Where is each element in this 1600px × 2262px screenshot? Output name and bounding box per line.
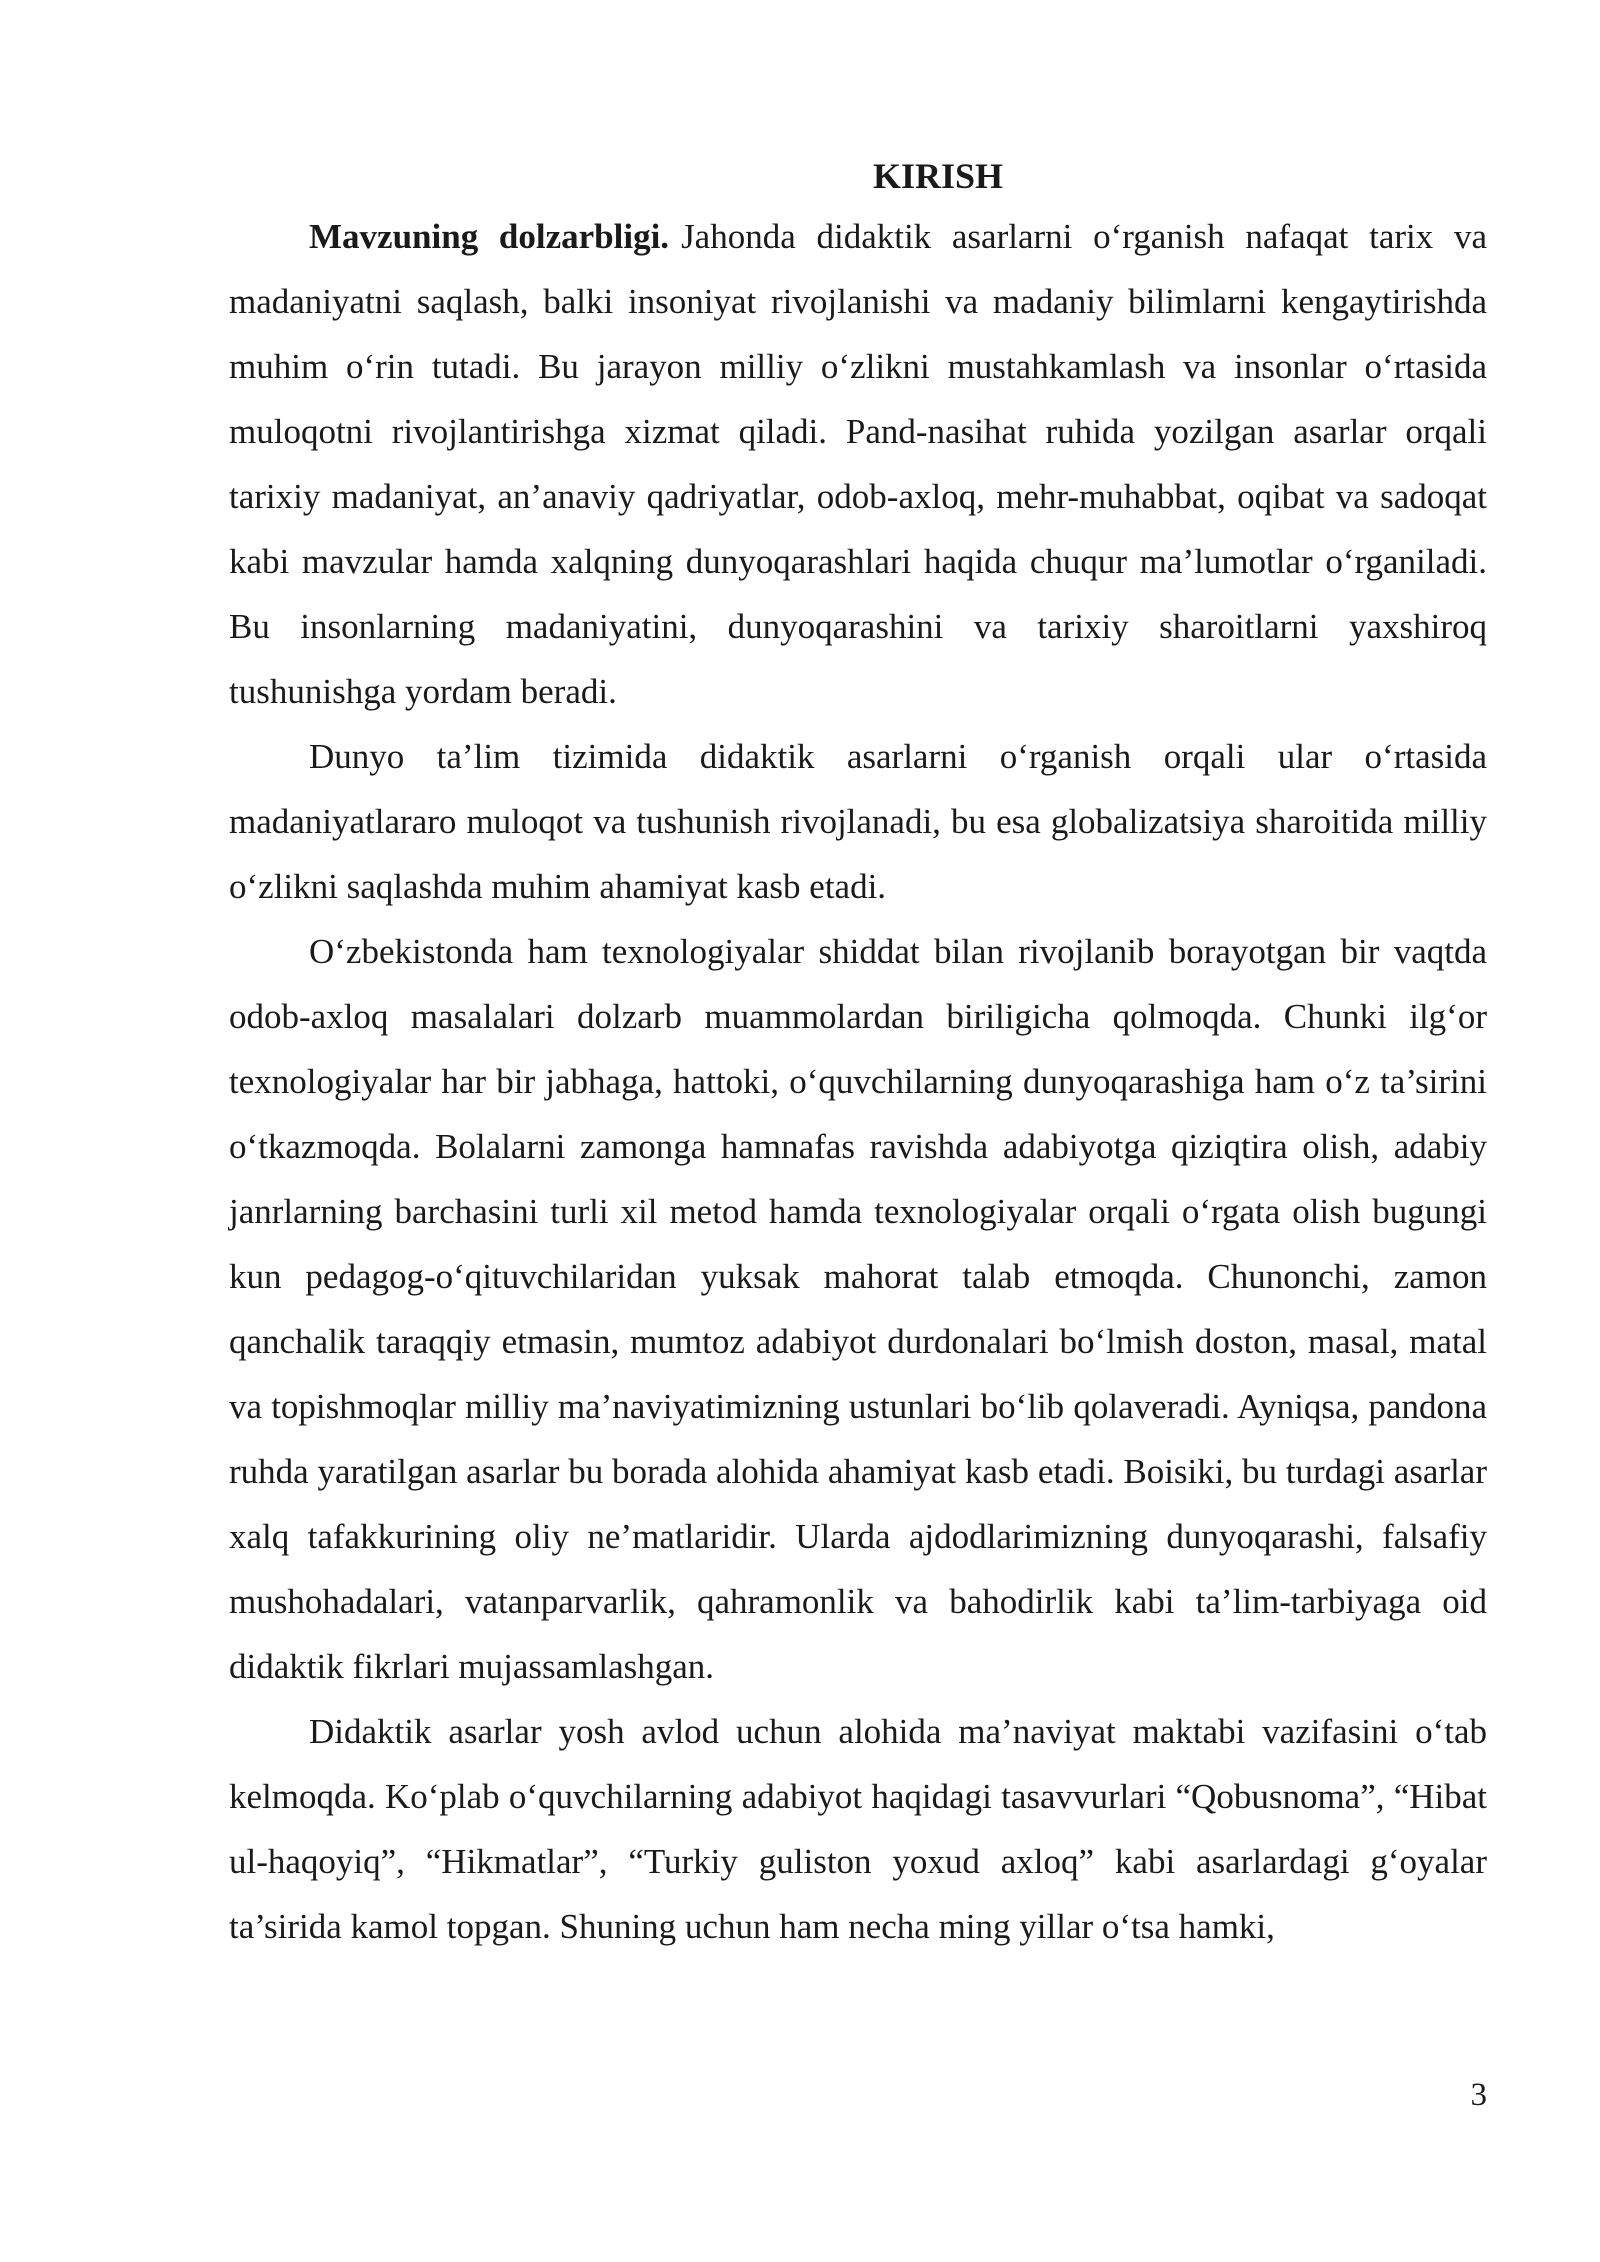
paragraph-1 [229,204,1487,724]
paragraph-2: Dunyo ta’lim tizimida didaktik asarlarni o‘rganish orqali ular o‘rtasida madaniyatlararo muloqot va tushunish rivojlanadi, bu esa globalizatsiya sharoitida milliy o‘zlikni saqlashda muhim ahamiyat kasb etadi. [229,737,1487,906]
document-page [229,150,1487,1959]
section-heading: KIRISH [872,156,1004,196]
paragraph-4: Didaktik asarlar yosh avlod uchun alohida ma’naviyat maktabi vazifasini o‘tab kelmoqda. Ko‘plab o‘quvchilarning adabiyot haqidagi tasavvurlari “Qobusnoma”, “Hibat ul-haqoyiq”, “Hikmatlar”, “Turkiy guliston yoxud axloq” kabi asarlardagi g‘oyalar ta’sirida kamol topgan. Shuning uchun ham necha ming yillar o‘tsa hamki, [229,1712,1487,1946]
paragraph-3: O‘zbekistonda ham texnologiyalar shiddat bilan rivojlanib borayotgan bir vaqtda odob-axloq masalalari dolzarb muammolardan biriligicha qolmoqda. Chunki ilg‘or texnologiyalar har bir jabhaga, hattoki, o‘quvchilarning dunyoqarashiga ham o‘z ta’sirini o‘tkazmoqda. Bolalarni zamonga hamnafas ravishda adabiyotga qiziqtira olish, adabiy janrlarning barchasini turli xil metod hamda texnologiyalar orqali o‘rgata olish bugungi kun pedagog-o‘qituvchilaridan yuksak mahorat talab etmoqda. Chunonchi, zamon qanchalik taraqqiy etmasin, mumtoz adabiyot durdonalari bo‘lmish doston, masal, matal va topishmoqlar milliy ma’naviyatimizning ustunlari bo‘lib qolaveradi. Ayniqsa, pandona ruhda yaratilgan asarlar bu borada alohida ahamiyat kasb etadi. Boisiki, bu turdagi asarlar xalq tafakkurining oliy ne’matlaridir. Ularda ajdodlarimizning dunyoqarashi, falsafiy mushohadalari, vatanparvarlik, qahramonlik va bahodirlik kabi ta’lim-tarbiyaga oid didaktik fikrlari mujassamlashgan. [229,932,1487,1686]
page-number: 3 [1470,2077,1487,2113]
paragraph-lead: Mavzuning dolzarbligi. [309,217,670,256]
paragraph-text: Jahonda didaktik asarlarni o‘rganish nafaqat tarix va madaniyatni saqlash, balki insoniyat rivojlanishi va madaniy bilimlarni kengaytirishda muhim o‘rin tutadi. Bu jarayon milliy o‘zlikni mustahkamlash va insonlar o‘rtasida muloqotni rivojlantirishga xizmat qiladi. Pand-nasihat ruhida yozilgan asarlar orqali tarixiy madaniyat, an’anaviy qadriyatlar, odob-axloq, mehr-muhabbat, oqibat va sadoqat kabi mavzular hamda xalqning dunyoqarashlari haqida chuqur ma’lumotlar o‘rganiladi. Bu insonlarning madaniyatini, dunyoqarashini va tarixiy sharoitlarni yaxshiroq tushunishga yordam beradi. [229,217,1487,711]
